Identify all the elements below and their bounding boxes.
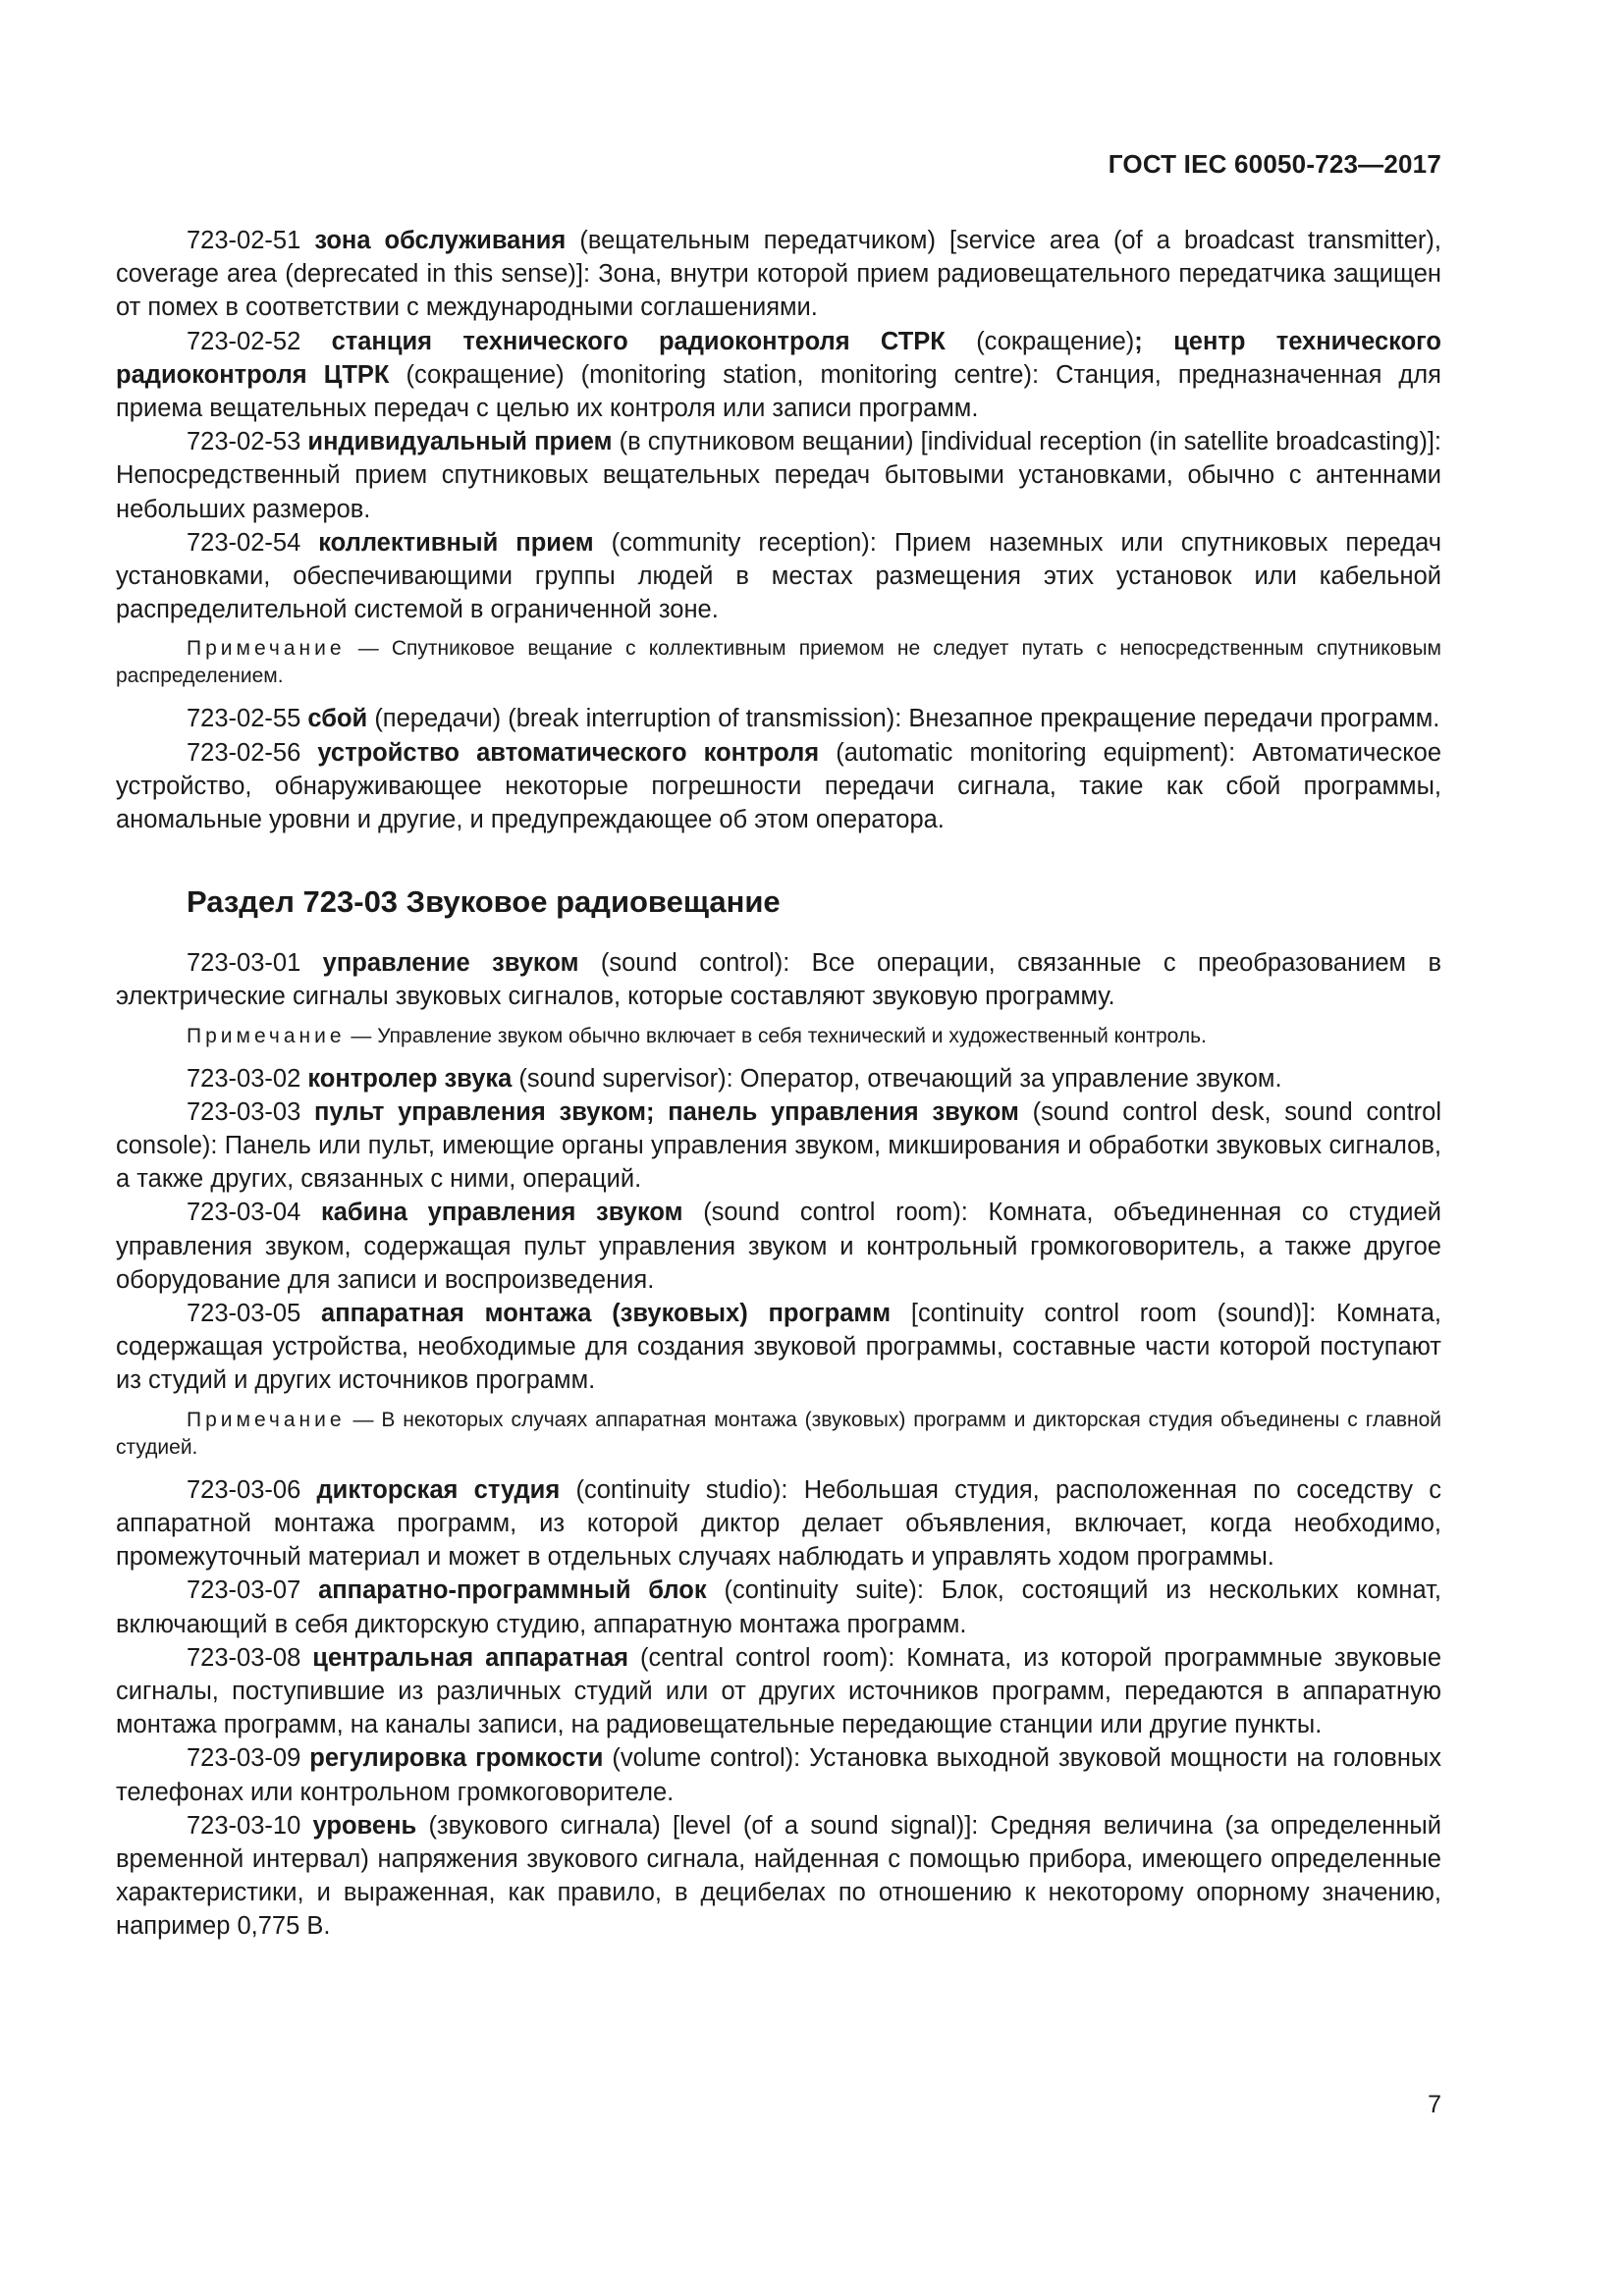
term-code: 723-03-10 xyxy=(187,1811,301,1840)
note-entry xyxy=(116,1407,1441,1462)
page-number: 7 xyxy=(1428,2091,1441,2118)
term-code: 723-02-55 xyxy=(187,705,301,733)
term-code: 723-02-54 xyxy=(187,528,301,557)
standard-header: ГОСТ IEC 60050-723—2017 xyxy=(1108,149,1441,179)
term-definition: (вещательным передатчиком) [service area (of a broadcast transmitter), coverage area (deprecated in this sense)]: Зона, внутри которой прием радиовещательного передатчика защищен от помех в соответствии с международными соглашениями. xyxy=(116,227,1441,322)
term-definition: (continuity studio): Небольшая студия, расположенная по соседству с аппаратной монтажа программ, из которой диктор делает объявления, включает, когда необходимо, промежуточный материал и может в отдельных случаях наблюдать и управлять ходом программы. xyxy=(116,1475,1441,1572)
definition-entry xyxy=(116,325,1441,426)
term-definition-alt: (сокращение) (monitoring station, monitoring centre): Станция, предназначенная для приема вещательных передач с целью их контроля или записи программ. xyxy=(116,360,1441,423)
term-name: аппаратная монтажа (звуковых) программ xyxy=(321,1300,892,1328)
definition-entry xyxy=(116,224,1441,325)
note-entry xyxy=(116,1023,1441,1050)
definition-entry xyxy=(116,946,1441,1013)
definition-entry xyxy=(116,526,1441,627)
term-code: 723-03-01 xyxy=(187,949,301,978)
term-code: 723-03-09 xyxy=(187,1744,301,1773)
definition-entry xyxy=(116,1641,1441,1742)
definition-entry xyxy=(116,736,1441,837)
term-definition: (automatic monitoring equipment): Автоматическое устройство, обнаруживающее некоторые погрешности передачи сигнала, такие как сбой программы, аномальные уровни и другие, и предупреждающее об этом оператора. xyxy=(116,738,1442,834)
note-label: Примечание xyxy=(187,1024,346,1047)
term-code: 723-03-08 xyxy=(187,1643,301,1672)
term-name: кабина управления звуком xyxy=(320,1199,683,1227)
term-name: зона обслуживания xyxy=(314,227,567,254)
definition-entry xyxy=(116,425,1441,526)
note-text: — В некоторых случаях аппаратная монтажа (звуковых) программ и дикторская студия объединены с главной студией. xyxy=(116,1408,1441,1459)
definition-entry xyxy=(116,1095,1441,1197)
term-name: управление звуком xyxy=(322,949,579,978)
note-text: — Спутниковое вещание с коллективным приемом не следует путать с непосредственным спутниковым распределением. xyxy=(116,637,1441,688)
term-name: регулировка громкости xyxy=(309,1744,604,1773)
term-definition: (sound supervisor): Оператор, отвечающий за управление звуком. xyxy=(518,1064,1282,1093)
term-name-alt: ; центр технического радиоконтроля ЦТРК xyxy=(116,327,1442,389)
term-code: 723-02-56 xyxy=(187,738,301,767)
definition-entry xyxy=(116,1741,1441,1808)
term-code: 723-03-04 xyxy=(187,1199,301,1227)
term-code: 723-03-03 xyxy=(187,1097,301,1126)
term-name: сбой xyxy=(307,705,368,733)
term-name: аппаратно-программный блок xyxy=(318,1576,707,1605)
term-code: 723-03-05 xyxy=(187,1300,301,1328)
term-name: пульт управления звуком; панель управления звуком xyxy=(314,1097,1019,1126)
definitions-part-02 xyxy=(116,224,1441,836)
term-code: 723-03-02 xyxy=(187,1064,301,1093)
term-definition: (sound control room): Комната, объединенная со студией управления звуком, содержащая пульт управления звуком и контрольный громкоговоритель, а также другое оборудование для записи и воспроизведения. xyxy=(116,1199,1441,1294)
note-label: Примечание xyxy=(187,637,346,661)
note-label: Примечание xyxy=(187,1408,346,1431)
term-name: устройство автоматического контроля xyxy=(317,738,820,767)
definition-entry xyxy=(116,702,1441,735)
term-name: станция технического радиоконтроля СТРК xyxy=(331,327,946,355)
term-code: 723-02-52 xyxy=(187,327,301,355)
definition-entry xyxy=(116,1297,1441,1398)
term-definition: (передачи) (break interruption of transmission): Внезапное прекращение передачи программ. xyxy=(374,705,1440,733)
term-name: уровень xyxy=(312,1811,417,1840)
note-text: — Управление звуком обычно включает в себя технический и художественный контроль. xyxy=(351,1024,1207,1047)
term-code: 723-03-07 xyxy=(187,1576,301,1605)
term-definition: [continuity control room (sound)]: Комната, содержащая устройства, необходимые для создания звуковой программы, составные части которой поступают из студий и других источников программ. xyxy=(116,1300,1441,1395)
term-definition: (sound control): Все операции, связанные с преобразованием в электрические сигналы звуковых сигналов, которые составляют звуковую программу. xyxy=(116,949,1441,1011)
term-name: контролер звука xyxy=(307,1064,513,1093)
term-code: 723-02-51 xyxy=(187,227,301,254)
term-name: дикторская студия xyxy=(316,1475,561,1504)
definitions-part-03 xyxy=(116,946,1441,1943)
term-code: 723-02-53 xyxy=(187,428,301,456)
term-name: коллективный прием xyxy=(318,528,594,557)
section-title: Раздел 723-03 Звуковое радиовещание xyxy=(187,884,781,920)
term-definition: (в спутниковом вещании) [individual reception (in satellite broadcasting)]: Непосредственный прием спутниковых вещательных передач бытовыми установками, обычно с антеннами небольших размеров. xyxy=(116,428,1441,523)
note-entry xyxy=(116,635,1441,690)
term-name: центральная аппаратная xyxy=(312,1643,629,1672)
document-body xyxy=(116,224,1441,1944)
term-definition: (central control room): Комната, из которой программные звуковые сигналы, поступившие из различных студий или от других источников программ, передаются в аппаратную монтажа программ, на каналы записи, на радиовещательные передающие станции или другие пункты. xyxy=(116,1643,1441,1739)
definition-entry xyxy=(116,1062,1441,1095)
term-definition: (continuity suite): Блок, состоящий из нескольких комнат, включающий в себя дикторскую студию, аппаратную монтажа программ. xyxy=(116,1576,1442,1638)
term-definition: (community reception): Прием наземных или спутниковых передач установками, обеспечивающими группы людей в местах размещения этих установок или кабельной распределительной системой в ограниченной зоне. xyxy=(116,528,1441,624)
definition-entry xyxy=(116,1574,1441,1640)
term-definition: (volume control): Установка выходной звуковой мощности на головных телефонах или контрольном громкоговорителе. xyxy=(116,1744,1441,1806)
term-definition: (sound control desk, sound control console): Панель или пульт, имеющие органы управления звуком, микширования и обработки звуковых сигналов, а также других, связанных с ними, операций. xyxy=(116,1097,1442,1194)
term-name: индивидуальный прием xyxy=(307,428,613,456)
definition-entry xyxy=(116,1473,1441,1575)
term-definition: (звукового сигнала) [level (of a sound signal)]: Средняя величина (за определенный временной интервал) напряжения звукового сигнала, найденная с помощью прибора, имеющего определенные характеристики, и выраженная, как правило, в децибелах по отношению к некоторому опорному значению, например 0,775 В. xyxy=(116,1811,1441,1941)
definition-entry xyxy=(116,1196,1441,1297)
term-code: 723-03-06 xyxy=(187,1475,301,1504)
term-definition: (сокращение) xyxy=(976,327,1135,355)
definition-entry xyxy=(116,1809,1441,1944)
